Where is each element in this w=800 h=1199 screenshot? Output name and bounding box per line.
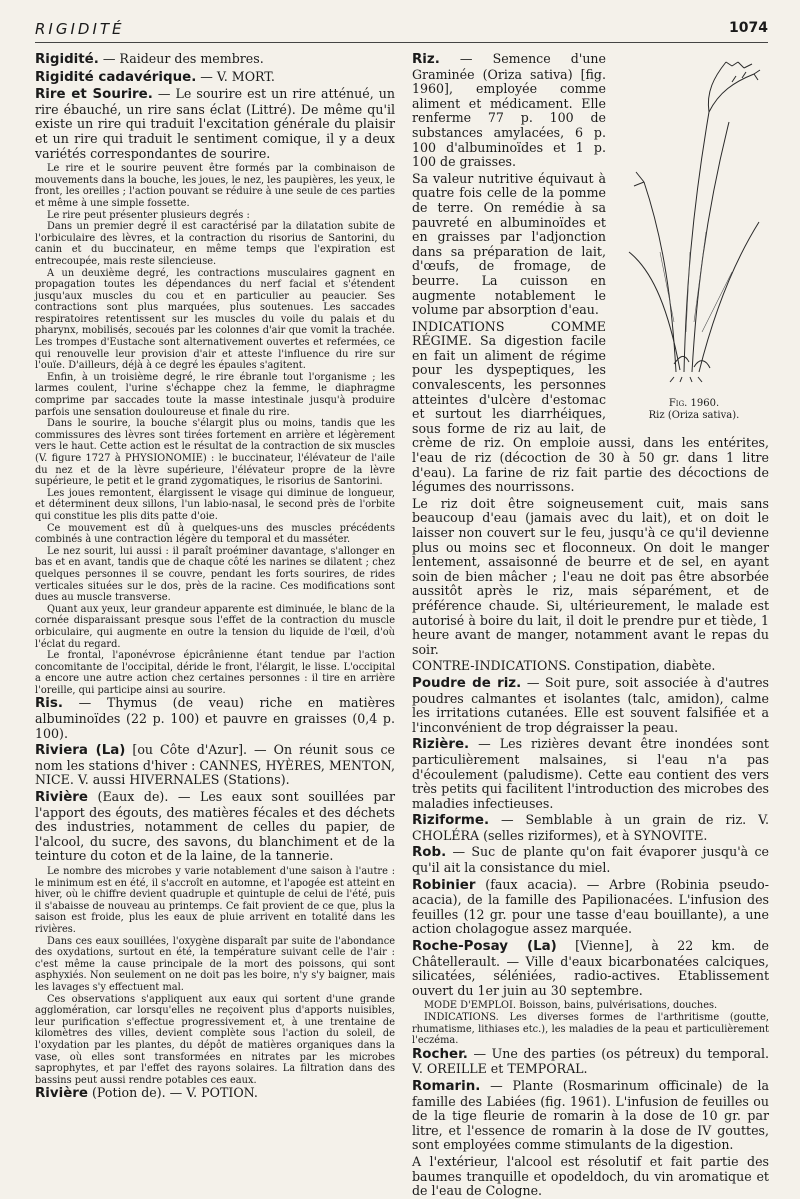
left-column — [35, 52, 395, 1136]
entry-text: INDICATIONS. Les diverses formes de l'arthritisme (goutte, rhumatisme, lithiases etc.), les maladies de la peau et particulièrement l'eczéma. — [412, 1012, 769, 1047]
entry-headword: Rire et Sourire. — [35, 87, 153, 103]
entry-paragraph — [35, 221, 395, 267]
entry-text: — Les rizières devant être inondées sont particulièrement malsaines, si l'eau n'a pas d'écoulement (paludisme). Cette eau contient des vers très petits qui facilitent l'introduction des microbes des maladies infectieuses. — [412, 736, 769, 811]
entry-text: Le frontal, l'aponévrose épicrânienne étant tendue par l'action concomitante de l'occipital, déride le front, l'élargit, le lisse. L'occipital a encore une autre action chez certaines personnes : il tire en arrière l'oreille, qui participe ainsi au sourire. — [35, 650, 395, 696]
entry-paragraph — [412, 1012, 769, 1047]
dictionary-entry — [412, 737, 769, 811]
entry-text: — Le sourire est un rire atténué, un rire ébauché, un rire sans éclat (Littré). De même qu'il existe un rire qui traduit l'excitation générale du plaisir et un rire qui traduit le sentiment comique, il y a deux variétés correspondantes de sourire. — [35, 86, 395, 161]
entry-paragraph — [412, 659, 769, 674]
right-column — [412, 51, 769, 1199]
entry-paragraph — [35, 546, 395, 604]
entry-text: — V. MORT. — [196, 68, 275, 84]
entry-paragraph — [412, 497, 769, 658]
entry-paragraph — [412, 1155, 769, 1199]
entry-text: (faux acacia). — Arbre (Robinia pseudo-acacia), de la famille des Papilionacées. L'infusion des feuilles (12 gr. pour une tasse d'eau bouillante), a une action cholagogue assez marquée. — [412, 876, 769, 937]
entry-text: Les joues remontent, élargissent le visage qui diminue de longueur, et déterminent deux sillons, l'un labio-nasal, le second près de l'orbite qui constitue les plis dits patte d'oie. — [35, 487, 395, 522]
entry-headword: Rivière — [35, 1086, 88, 1102]
entry-text: Ces observations s'appliquent aux eaux qui sortent d'une grande agglomération, car lorsqu'elles ne reçoivent plus d'apports nuisibles, leur purification s'effectue progressivement et, à une trentaine de kilomètres des villes, devient complète sous l'action du soleil, de l'oxydation par les plantes, du dépôt de matières organiques dans la vase, où elles sont transformées en nitrates par les microbes saprophytes, et par l'effet des rayons solaires. La filtration dans des bassins peut aussi rendre potables ces eaux. — [35, 993, 395, 1086]
dictionary-entry — [412, 1047, 769, 1077]
entry-headword: Poudre de riz. — [412, 675, 522, 691]
entry-text: — Raideur des membres. — [98, 51, 264, 66]
entry-text: — Plante (Rosmarinum officinale) de la famille des Labiées (fig. 1961). L'infusion de feuilles ou de la tige fleurie de romarin à la dose de 10 gr. par litre, et l'essence de romarin à la dose de IV gouttes, sont employées comme stimulants de la digestion. — [412, 1077, 769, 1153]
entry-paragraph — [412, 1000, 769, 1012]
rice-plant-illustration — [614, 52, 769, 382]
dictionary-entry — [412, 878, 769, 937]
entry-text: — Une des parties (os pétreux) du temporal. V. OREILLE et TEMPORAL. — [412, 1045, 769, 1077]
entry-paragraph — [35, 372, 395, 418]
entry-text: Le nombre des microbes y varie notablement d'une saison à l'autre : le minimum est en été, il s'accroît en automne, et l'apogée est atteint en hiver, où le chiffre devient quadruple et quintuple de celui de l'été, puis il s'abaisse de nouveau au printemps. Ce fait provient de ce que, plus la saison est froide, plus les eaux de pluie arrivent en totalité dans les rivières. — [35, 866, 395, 935]
entry-paragraph — [35, 163, 395, 209]
dictionary-entry — [35, 790, 395, 864]
entry-paragraph — [35, 936, 395, 994]
dictionary-entry — [412, 845, 769, 875]
dictionary-entry — [412, 1079, 769, 1153]
dictionary-entry — [35, 696, 395, 741]
entry-paragraph — [35, 604, 395, 650]
entry-headword: Rigidité cadavérique. — [35, 69, 197, 85]
entry-headword: Ris. — [35, 696, 63, 712]
entry-headword: Rigidité. — [35, 52, 99, 67]
figure-caption-text: Riz (Oriza sativa). — [648, 410, 740, 421]
page-number: 1074 — [729, 20, 768, 36]
entry-text: Ce mouvement est dû à quelques-uns des muscles précédents combinés à une contraction légère du temporal et du masséter. — [35, 522, 395, 546]
entry-text: A un deuxième degré, les contractions musculaires gagnent en propagation toutes les dépendances du nerf facial et s'étendent jusqu'aux muscles du cou et en particulier au peaucier. Ses contractions sont plus marquées, plus soutenues. Les saccades respiratoires retentissent sur les muscles du voile du palais et du pharynx, mobilisés, secoués par les colonnes d'air que vomit la trachée. Les trompes d'Eustache sont alternativement ouvertes et refermées, ce qui renouvelle leur provision d'air et atteste l'influence du rire sur l'ouïe. D'ailleurs, déjà à ce degré les épaules s'agitent. — [35, 267, 395, 372]
running-head: RIGIDITÉ — [35, 20, 125, 38]
entry-text: — Thymus (de veau) riche en matières albuminoïdes (22 p. 100) et pauvre en graisses (0,4 p. 100). — [35, 695, 395, 741]
entry-headword: Rob. — [412, 845, 447, 861]
entry-headword: Romarin. — [412, 1078, 481, 1094]
entry-text: CONTRE-INDICATIONS. Constipation, diabète. — [412, 658, 716, 674]
entry-paragraph — [35, 866, 395, 936]
figure-caption — [619, 398, 769, 422]
entry-text: Dans un premier degré il est caractérisé par la dilatation subite de l'orbiculaire des lèvres, et la contraction du risorius de Santorini, du canin et du buccinateur, en même temps que l'expiration est entrecoupée, mais reste silencieuse. — [35, 221, 395, 267]
entry-paragraph — [35, 650, 395, 696]
entry-text: Quant aux yeux, leur grandeur apparente est diminuée, le blanc de la cornée disparaissant presque sous l'effet de la contraction du muscle orbiculaire, qui augmente en outre la tension du liquide de l'œil, d'où l'éclat du regard. — [35, 603, 395, 650]
entry-text: MODE D'EMPLOI. Boisson, bains, pulvérisations, douches. — [424, 1000, 718, 1012]
entry-text: Le rire peut présenter plusieurs degrés : — [47, 209, 250, 221]
entry-headword: Riviera (La) — [35, 743, 126, 759]
page-header — [35, 18, 768, 43]
entry-text: Dans ces eaux souillées, l'oxygène disparaît par suite de l'abondance des oxydations, surtout en été, la température suivant celle de l'air : c'est même la cause principale de la mort des poissons, qui sont asphyxiés. Non seulement on ne doit pas les boire, n'y s'y baigner, mais les lavages s'y effectuent mal. — [35, 935, 395, 993]
dictionary-entry — [35, 52, 395, 68]
entry-text: Le riz doit être soigneusement cuit, mais sans beaucoup d'eau (jamais avec du lait), et on doit le laisser non couvert sur le feu, jusqu'à ce qu'il devienne plus ou moins sec et floconneux. On doit le manger lentement, assaisonné de beurre et de sel, en ayant soin de bien mâcher ; l'eau ne doit pas être absorbée aussitôt après le riz, mais séparément, et de préférence chaude. Si, ultérieurement, le malade est autorisé à boire du lait, il doit le prendre pur et tiède, 1 heure avant de manger, notamment avant le repas du soir. — [412, 495, 769, 657]
entry-text: A l'extérieur, l'alcool est résolutif et fait partie des baumes tranquille et opodeldoch, du vin aromatique et de l'eau de Cologne. — [412, 1153, 769, 1199]
entry-paragraph — [35, 418, 395, 488]
entry-paragraph — [35, 994, 395, 1087]
dictionary-entry — [35, 70, 395, 86]
dictionary-entry — [412, 676, 769, 735]
entry-text: (Eaux de). — Les eaux sont souillées par l'apport des égouts, des matières fécales et des déchets des industries, notamment de celles du papier, de l'alcool, du sucre, des savons, du blanchiment et de la teinture du coton et de la laine, de la tannerie. — [35, 789, 395, 864]
entry-headword: Riziforme. — [412, 813, 490, 829]
figure-rice — [614, 52, 769, 422]
figure-label: Fig. 1960. — [668, 398, 720, 409]
entry-text: (Potion de). — V. POTION. — [88, 1085, 258, 1101]
entry-paragraph — [35, 488, 395, 523]
dictionary-entry — [35, 743, 395, 788]
entry-text: Sa valeur nutritive équivaut à quatre fois celle de la pomme de terre. On remédie à sa pauvreté en albuminoïdes et en graisses par l'adjonction dans sa préparation de lait, d'œufs, de fromage, de beurre. La cuisson en augmente notablement le volume par absorption d'eau. — [412, 170, 606, 318]
dictionary-entry — [412, 813, 769, 843]
entry-headword: Rizière. — [412, 737, 470, 753]
dictionary-entry — [35, 1086, 395, 1102]
entry-text: [ou Côte d'Azur]. — On réunit sous ce nom les stations d'hiver : CANNES, HYÈRES, MENTON, NICE. V. aussi HIVERNALES (Stations). — [35, 742, 395, 788]
entry-headword: Robinier — [412, 877, 476, 893]
entry-headword: Rivière — [35, 790, 88, 806]
entry-text: Enfin, à un troisième degré, le rire ébranle tout l'organisme ; les larmes coulent, l'urine s'échappe chez la femme, le diaphragme comprime par saccades toute la masse intestinale jusqu'à produire parfois une sensation douloureuse et finale du rire. — [35, 371, 395, 418]
entry-text: Le nez sourit, lui aussi : il paraît proéminer davantage, s'allonger en bas et en avant, tandis que de chaque côté les narines se dilatent ; chez quelques personnes il se couvre, pendant les forts sourires, de rides verticales situées sur le dos, près de la racine. Ces modifications sont dues au muscle transverse. — [35, 545, 395, 604]
entry-text: — Semblable à un grain de riz. V. CHOLÉRA (selles riziformes), et à SYNOVITE. — [412, 812, 769, 843]
right-bottom-entries — [412, 676, 769, 1199]
entry-text: INDICATIONS COMME RÉGIME. Sa digestion facile en fait un aliment de régime pour les dyspeptiques, les convalescents, les personnes atteintes d'ulcère d'estomac et surtout les diarrhéiques, sous forme de riz au lait, de crème de riz. On emploie aussi, dans les entérites, l'eau de riz (décoction de 30 à 50 gr. dans 1 litre d'eau). La farine de riz fait partie des décoctions de légumes des nourrissons. — [412, 318, 769, 495]
entry-text: Dans le sourire, la bouche s'élargit plus ou moins, tandis que les commissures des lèvres sont tirées fortement en arrière et légèrement vers le haut. Cette action est le résultat de la contraction de six muscles (V. figure 1727 à PHYSIONOMIE) : le buccinateur, l'élévateur de l'aile du nez et de la lèvre supérieure, l'élévateur propre de la lèvre supérieure, le petit et le grand zygomatiques, le risorius de Santorini. — [35, 418, 395, 488]
entry-text: [Vienne], à 22 km. de Châtellerault. — Ville d'eaux bicarbonatées calciques, silicatées, séléniées, radio-actives. Etablissement ouvert du 1er juin au 30 septembre. — [412, 938, 769, 998]
dictionary-entry — [35, 87, 395, 161]
entry-headword: Rocher. — [412, 1046, 468, 1062]
entry-text: — Suc de plante qu'on fait évaporer jusqu'à ce qu'il ait la consistance du miel. — [412, 844, 769, 876]
entry-headword: Riz. — [412, 52, 440, 67]
entry-paragraph — [35, 523, 395, 546]
entry-headword: Roche-Posay (La) — [412, 939, 557, 955]
dictionary-entry — [412, 939, 769, 998]
entry-text: — Semence d'une Graminée (Oriza sativa) [fig. 1960], employée comme aliment et médicament. Elle renferme 77 p. 100 de substances amylacées, 6 p. 100 d'albuminoïdes et 1 p. 100 de graisses. — [412, 51, 606, 170]
entry-text: — Soit pure, soit associée à d'autres poudres calmantes et isolantes (talc, amidon), calme les irritations cutanées. Elle est souvent falsifiée et a l'inconvénient de trop dégraisser la peau. — [412, 674, 769, 735]
entry-paragraph — [35, 210, 395, 222]
entry-paragraph — [35, 268, 395, 372]
entry-text: Le rire et le sourire peuvent être formés par la combinaison de mouvements dans la bouche, les joues, le nez, les paupières, les yeux, le front, les oreilles ; l'action pouvant se réduire à une seule de ces parties et même à une simple fossette. — [35, 163, 396, 209]
